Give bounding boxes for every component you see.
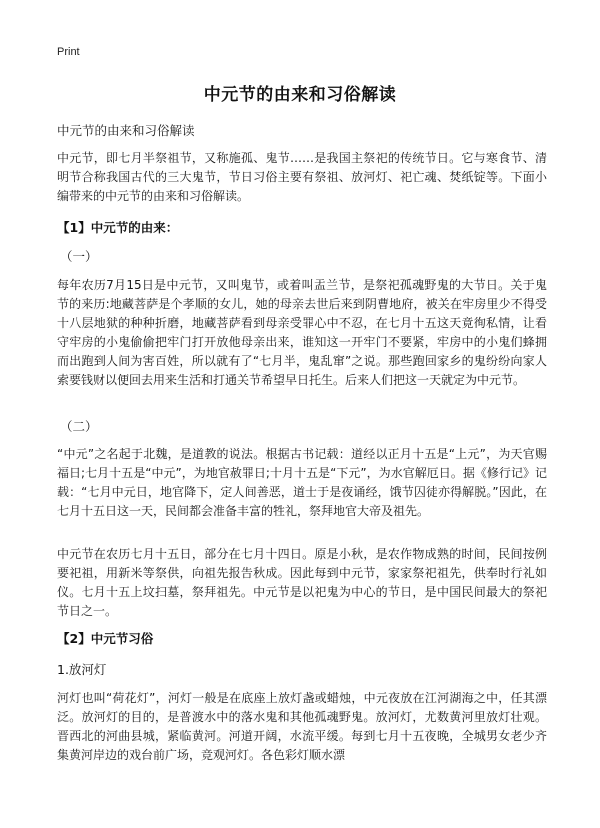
page-title: 中元节的由来和习俗解读: [203, 85, 397, 105]
origin-paragraph-three: 中元节在农历七月十五日，部分在七月十四日。原是小秋，是农作物成熟的时间，民间按例要祀祖，用新米等祭供，向祖先报告秋成。因此每到中元节，家家祭祀祖先，供奉时行礼如仪。七月十五上坟扫墓，祭拜祖先。中元节是以祀鬼为中心的节日，是中国民间最大的祭祀节日之一。: [57, 547, 547, 618]
article-subtitle: 中元节的由来和习俗解读: [57, 123, 195, 138]
custom-paragraph-river-lanterns: 河灯也叫“荷花灯”，河灯一般是在底座上放灯盏或蜡烛，中元夜放在江河湖海之中，任其漂泛。放河灯的目的，是普渡水中的落水鬼和其他孤魂野鬼。放河灯，尤数黄河里放灯壮观。晋西北的河曲县城，紧临黄河。河道开阔，水流平缓。每到七月十五夜晚，全城男女老少齐集黄河岸边的戏台前广场，竞观河灯。各色彩灯顺水漂: [57, 691, 547, 762]
origin-paragraph-one: 每年农历7月15日是中元节，又叫鬼节，或着叫盂兰节，是祭祀孤魂野鬼的大节日。关于鬼节的来历:地藏菩萨是个孝顺的女儿，她的母亲去世后来到阴曹地府，被关在牢房里少不得受十八层地狱的种种折磨，地藏菩萨看到母亲受罪心中不忍，在七月十五这天竟徇私情，让看守牢房的小鬼偷偷把牢门打开放他母亲出来，谁知这一开牢门不要紧，牢房中的小鬼们蜂拥而出跑到人间为害百姓，所以就有了“七月半，鬼乱窜”之说。那些跑回家乡的鬼纷纷向家人索要钱财以便回去用来生活和打通关节希望早日托生。后来人们把这一天就定为中元节。: [57, 278, 547, 387]
part-label-two: （二）: [60, 419, 98, 434]
section-heading-customs: 【2】中元节习俗: [57, 631, 154, 646]
custom-label-river-lanterns: 1.放河灯: [57, 662, 107, 677]
print-link[interactable]: Print: [57, 46, 80, 58]
part-label-one: （一）: [60, 249, 98, 264]
intro-paragraph: 中元节，即七月半祭祖节，又称施孤、鬼节……是我国主祭祀的传统节日。它与寒食节、清明节合称我国古代的三大鬼节，节日习俗主要有祭祖、放河灯、祀亡魂、焚纸锭等。下面小编带来的中元节的由来和习俗解读。: [57, 151, 547, 203]
origin-paragraph-two: “中元”之名起于北魏，是道教的说法。根据古书记载：道经以正月十五是“上元”，为天官赐福日;七月十五是“中元”，为地官赦罪日;十月十五是“下元”，为水官解厄日。据《修行记》记载：“七月中元日，地官降下，定人间善恶，道士于是夜诵经，饿节囚徒亦得解脱。”因此，在七月十五日这一天，民间都会准备丰富的牲礼，祭拜地官大帝及祖先。: [57, 447, 547, 518]
section-heading-origin: 【1】中元节的由来：: [57, 220, 179, 235]
